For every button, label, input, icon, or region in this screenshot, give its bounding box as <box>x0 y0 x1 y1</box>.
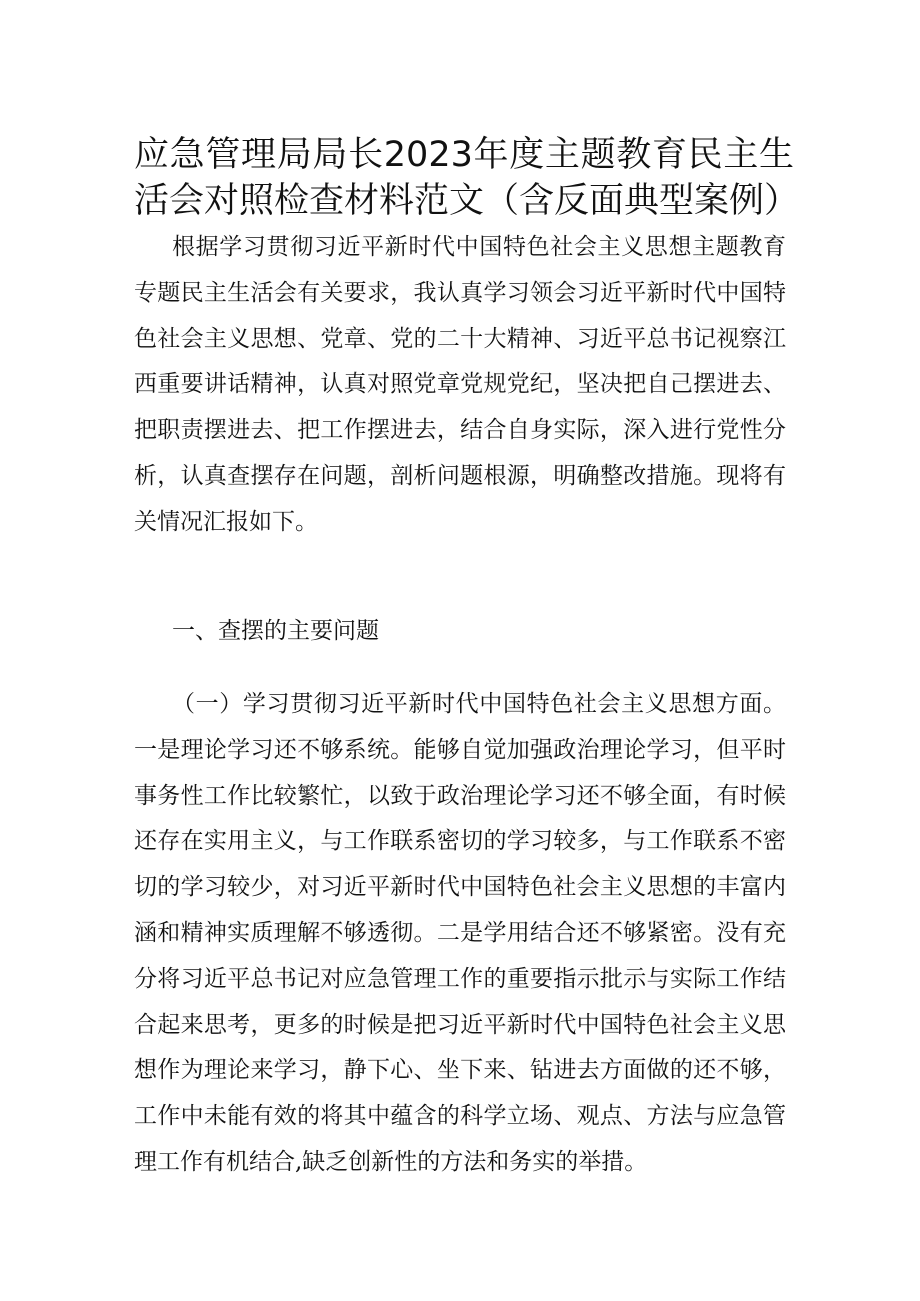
intro-paragraph: 根据学习贯彻习近平新时代中国特色社会主义思想主题教育专题民主生活会有关要求，我认真学习领会习近平新时代中国特色社会主义思想、党章、党的二十大精神、习近平总书记视察江西重要讲话精神，认真对照党章党规党纪，坚决把自己摆进去、把职责摆进去、把工作摆进去，结合自身实际，深入进行党性分析，认真查摆存在问题，剖析问题根源，明确整改措施。现将有关情况汇报如下。 <box>134 234 786 535</box>
subsection-paragraph: （一）学习贯彻习近平新时代中国特色社会主义思想方面。一是理论学习还不够系统。能够自觉加强政治理论学习，但平时事务性工作比较繁忙，以致于政治理论学习还不够全面，有时候还存在实用主义，与工作联系密切的学习较多，与工作联系不密切的学习较少，对习近平新时代中国特色社会主义思想的丰富内涵和精神实质理解不够透彻。二是学用结合还不够紧密。没有充分将习近平总书记对应急管理工作的重要指示批示与实际工作结合起来思考，更多的时候是把习近平新时代中国特色社会主义思想作为理论来学习，静下心、坐下来、钻进去方面做的还不够，工作中未能有效的将其中蕴含的科学立场、观点、方法与应急管理工作有机结合,缺乏创新性的方法和务实的举措。 <box>134 691 786 1175</box>
section-heading: 一、查摆的主要问题 <box>172 618 379 644</box>
document-title: 应急管理局局长2023年度主题教育民主生活会对照检查材料范文（含反面典型案例） <box>134 135 800 221</box>
